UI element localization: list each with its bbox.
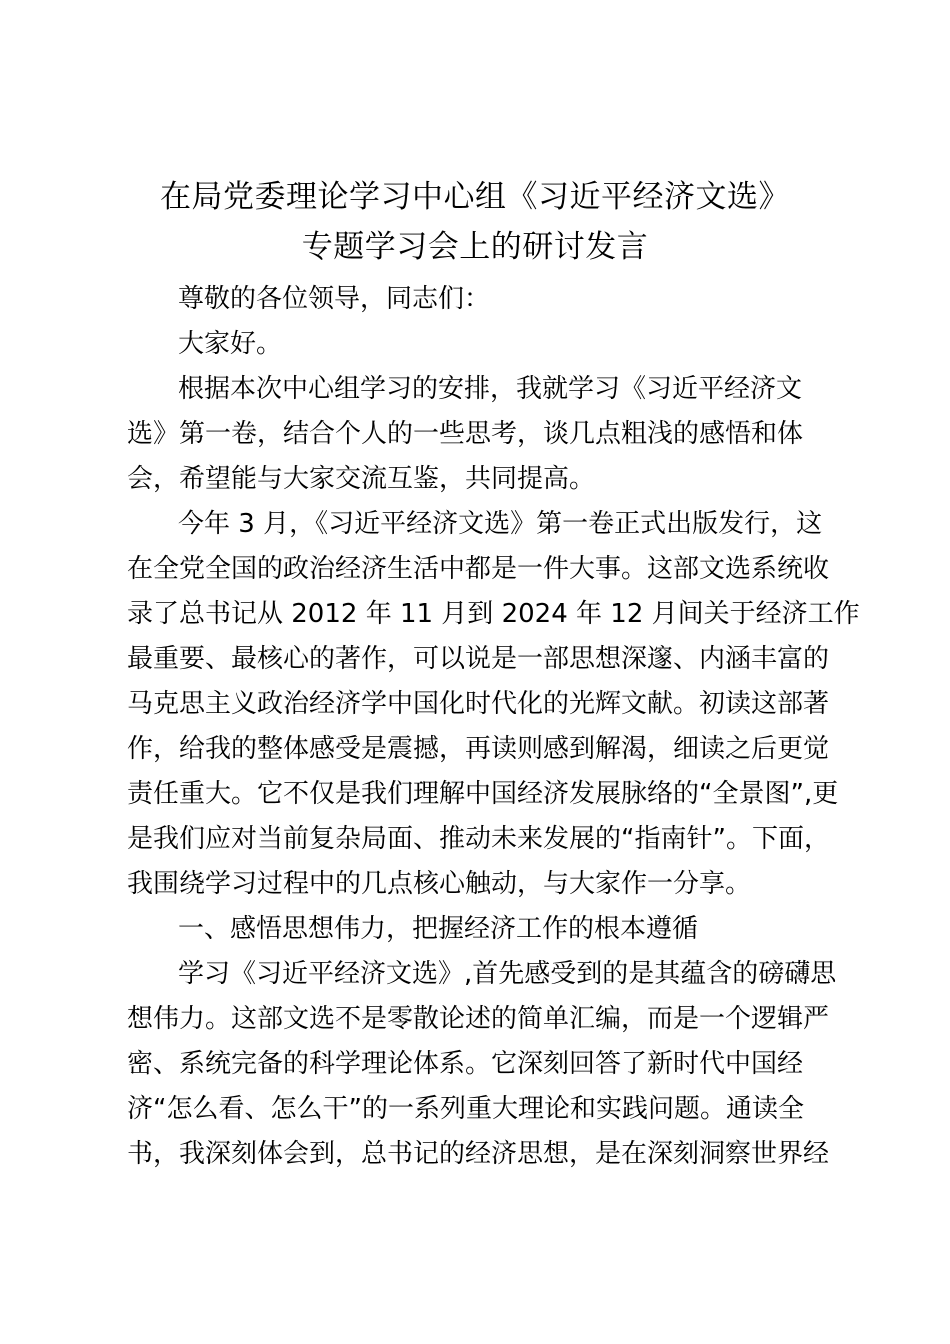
paragraph-3-line-1: 学习《习近平经济文选》,首先感受到的是其蕴含的磅礴思 (178, 959, 837, 989)
paragraph-2-line-7: 责任重大。它不仅是我们理解中国经济发展脉络的“全景图”,更 (127, 779, 839, 809)
paragraph-3-line-4: 济“怎么看、怎么干”的一系列重大理论和实践问题。通读全 (127, 1094, 804, 1124)
paragraph-2-line-6: 作，给我的整体感受是震撼，再读则感到解渴，细读之后更觉 (127, 734, 830, 764)
paragraph-1-line-1: 根据本次中心组学习的安排，我就学习《习近平经济文 (178, 374, 803, 404)
document-title-line-2: 专题学习会上的研讨发言 (301, 229, 649, 265)
paragraph-2-line-2: 在全党全国的政治经济生活中都是一件大事。这部文选系统收 (127, 554, 830, 584)
paragraph-3-line-5: 书，我深刻体会到，总书记的经济思想，是在深刻洞察世界经 (127, 1139, 830, 1169)
paragraph-3-line-2: 想伟力。这部文选不是零散论述的简单汇编，而是一个逻辑严 (127, 1004, 830, 1034)
section-heading-1: 一、感悟思想伟力，把握经济工作的根本遵循 (178, 914, 699, 944)
paragraph-2-line-8: 是我们应对当前复杂局面、推动未来发展的“指南针”。下面， (127, 824, 830, 854)
paragraph-3-line-3: 密、系统完备的科学理论体系。它深刻回答了新时代中国经 (127, 1049, 804, 1079)
document-title-line-1: 在局党委理论学习中心组《习近平经济文选》 (160, 179, 790, 215)
paragraph-2-line-3: 录了总书记从 2012 年 11 月到 2024 年 12 月间关于经济工作 (127, 599, 860, 629)
salutation: 尊敬的各位领导，同志们： (178, 284, 491, 314)
paragraph-2-line-5: 马克思主义政治经济学中国化时代化的光辉文献。初读这部著 (127, 689, 830, 719)
paragraph-2-line-1: 今年 3 月，《习近平经济文选》第一卷正式出版发行，这 (178, 509, 823, 539)
paragraph-1-line-2: 选》第一卷，结合个人的一些思考，谈几点粗浅的感悟和体 (127, 419, 804, 449)
paragraph-2-line-9: 我围绕学习过程中的几点核心触动，与大家作一分享。 (127, 869, 752, 899)
greeting: 大家好。 (178, 329, 283, 359)
paragraph-1-line-3: 会，希望能与大家交流互鉴，共同提高。 (127, 464, 596, 494)
paragraph-2-line-4: 最重要、最核心的著作，可以说是一部思想深邃、内涵丰富的 (127, 644, 830, 674)
